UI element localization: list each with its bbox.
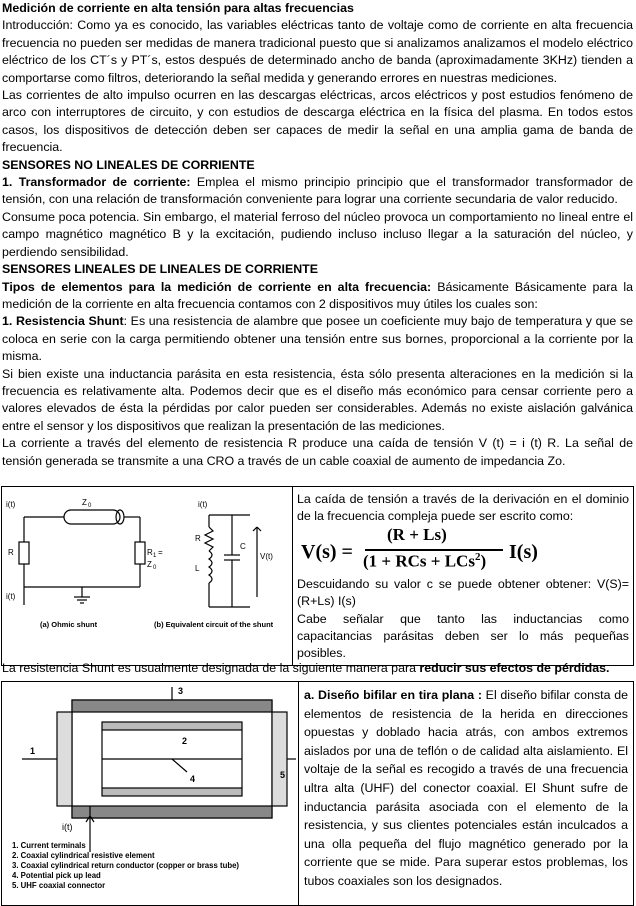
formula-denominator — [363, 551, 486, 572]
fig1-label-it-a: i(t) — [6, 500, 16, 509]
bifilar-label: a. Diseño bifilar en tira plana : — [304, 688, 482, 702]
bifilar-figure-cell — [2, 682, 299, 906]
fig1-caption-a: (a) Ohmic shunt — [40, 620, 98, 629]
fig1-label-l: L — [195, 564, 200, 573]
fig2-number-1: 1 — [30, 746, 36, 756]
shunt-label: 1. Resistencia Shunt — [2, 314, 124, 329]
fig1-label-z0-sub: 0 — [153, 565, 157, 571]
current-paragraph: La corriente a través del elemento de resistencia R produce una caída de tensión V (t) = i (t) R. La señal de tensión generada se transmite a una CRO a través de un cable coaxial de aumento de impedancia Zo. — [2, 436, 633, 468]
types-text: Básicamente Básicamente para la medición de la corriente en alta frecuencia contamos con 2 dispositivos muy útiles los cuales son: — [2, 279, 633, 311]
document-page — [2, 0, 633, 470]
transformer-label: 1. Transformador de corriente: — [2, 175, 191, 190]
fig1-label-vt: V(t) — [260, 552, 273, 561]
formula-numerator: (R + Ls) — [387, 524, 447, 544]
coaxial-shunt-diagram — [2, 682, 298, 900]
bifilar-text-cell — [299, 682, 634, 906]
fig1-label-c: C — [240, 542, 246, 551]
fig2-label-it: i(t) — [62, 822, 73, 832]
formula-den-main: (1 + RCs + LCs — [363, 551, 475, 571]
fig2-number-3: 3 — [178, 686, 184, 696]
fig1-label-r1: R — [147, 548, 153, 557]
formula-den-close: ) — [480, 551, 487, 571]
neglect-text: Descuidando su valor c se puede obtener obtener: V(S)=(R+Ls) I(s) — [297, 576, 629, 609]
fig1-label-z0: Z — [147, 560, 152, 569]
transformer-text: Emplea el mismo principio principio que el transformador transformador de tensión, con una relación de transformación conveniente para lograr una corriente secundaria de valor reducido. — [2, 175, 633, 207]
fig1-label-eq: = — [158, 548, 163, 557]
shunt-table — [1, 486, 634, 666]
fig2-legend-2: 2. Coaxial cylindrical resistive element — [12, 851, 155, 860]
bifilar-text: El diseño bifilar consta de elementos de resistencia de la herida en direcciones opuestas y doblado hacia atrás, con ambos extremos aislados por una de teflón o de calidad alta aislamiento. El voltaje de la señal es recogido a través de una frecuencia ultra alta (UHF) del conector coaxial. El Shunt sufre de inductancia parásita asociada con el elemento de la resistencia, y sus clientes potenciales están inculcados a una olla pequeña del flujo magnético generado por la corriente que se mide. Para superar estos problemas, los tubos coaxiales son los designados. — [304, 688, 628, 888]
fig2-number-4: 4 — [190, 774, 196, 784]
inductance-paragraph: Si bien existe una inductancia parásita en esta resistencia, ésta sólo presenta alteraciones en la medición si la frecuencia es relativamente alta. Podemos decir que es el diseño más económico para censar corriente pero a valores elevados de ésta la pérdidas por calor pueden ser considerables. Además no existe aislación galvánica entre el sensor y los dispositivos que realizan la presentación de las mediciones. — [2, 366, 633, 433]
fig2-number-2: 2 — [182, 736, 188, 746]
fig1-caption-b: (b) Equivalent circuit of the shunt — [154, 620, 274, 629]
fig1-label-it-b: i(t) — [6, 592, 16, 601]
shunt-paragraph — [2, 313, 633, 365]
types-label: Tipos de elementos para la medición de corriente en alta frecuencia: — [2, 279, 432, 294]
fig1-label-z-sub: 0 — [88, 503, 92, 509]
intro-paragraph: Introducción: Como ya es conocido, las variables eléctricas tanto de voltaje como de corriente en alta frecuencia frecuencia no pueden ser medidas de manera tradicional puesto que si analizamos analizamos el modelo eléctrico eléctrico de los CT´s y PT´s, estos después de determinado ancho de banda (aproximadamente 3KHz) tienden a comportarse como filtros, deteriorando la señal medida y generando errores en nuestras mediciones. — [2, 18, 633, 85]
document-title: Medición de corriente en alta tensión para altas frecuencias — [2, 1, 354, 15]
heading-linear-sensors: SENSORES LINEALES DE LINEALES DE CORRIENTE — [2, 262, 319, 277]
fig2-legend-1: 1. Current terminals — [12, 841, 86, 850]
bifilar-paragraph — [304, 686, 628, 891]
fig1-label-r1-sub: 1 — [153, 553, 157, 559]
shunt-design-sentence — [2, 660, 633, 677]
fig2-legend-5: 5. UHF coaxial connector — [12, 881, 106, 890]
shunt-figure-cell — [2, 487, 293, 666]
shunt-text: : Es una resistencia de alambre que posee un coeficiente muy bajo de temperatura y que se coloca en serie con la carga permitiendo obtener una tensión entre sus bornes, proporcional a la corriente por la misma. — [2, 314, 633, 364]
transformer-paragraph — [2, 174, 633, 209]
fig1-label-r: R — [8, 548, 14, 557]
low-power-paragraph: Consume poca potencia. Sin embargo, el material ferroso del núcleo provoca un comportamiento no lineal entre el campo magnético magnético B y la excitación, pudiendo incluso incluso llegar a la saturación del núcleo, y perdiendo sensibilidad. — [2, 209, 633, 259]
fig2-number-5: 5 — [280, 770, 286, 780]
shunt-formula-cell — [293, 487, 634, 666]
shunt-design-pre: La resistencia Shunt es usualmente designada de la siguiente manera para — [2, 661, 420, 675]
shunt-circuit-diagram — [2, 487, 292, 658]
impulse-paragraph: Las corrientes de alto impulso ocurren en las descargas eléctricas, arcos eléctricos y post estudios fenómeno de arco con interruptores de circuito, y con estudios de descarga eléctrica en la física del plasma. En todos estos casos, los dispositivos de detección deben ser capaces de medir la señal en una amplia gama de banda de frecuencia. — [2, 88, 633, 155]
fig1-label-z: Z — [82, 498, 87, 507]
parasitic-note: Cabe señalar que tanto las inductancias como capacitancias parásitas deben ser lo más pequeñas posibles. — [297, 611, 629, 661]
drop-text: La caída de tensión a través de la derivación en el dominio de la frecuencia compleja puede ser escrito como: — [297, 492, 629, 524]
bifilar-table — [1, 681, 634, 906]
fig1-label-r-b: R — [195, 534, 201, 543]
formula-den-exp: 2 — [474, 550, 481, 563]
heading-nonlinear-sensors: SENSORES NO LINEALES DE CORRIENTE — [2, 157, 255, 172]
fig1-label-it-c: i(t) — [198, 500, 208, 509]
fig2-legend-4: 4. Potential pick up lead — [12, 871, 101, 880]
fig2-legend-3: 3. Coaxial cylindrical return conductor (copper or brass tube) — [12, 861, 240, 870]
shunt-design-bold: reducir sus efectos de pérdidas. — [419, 661, 610, 675]
formula-rhs: I(s) — [509, 540, 538, 563]
voltage-formula — [297, 524, 629, 574]
types-paragraph — [2, 279, 633, 314]
formula-lhs: V(s) = — [301, 540, 353, 563]
